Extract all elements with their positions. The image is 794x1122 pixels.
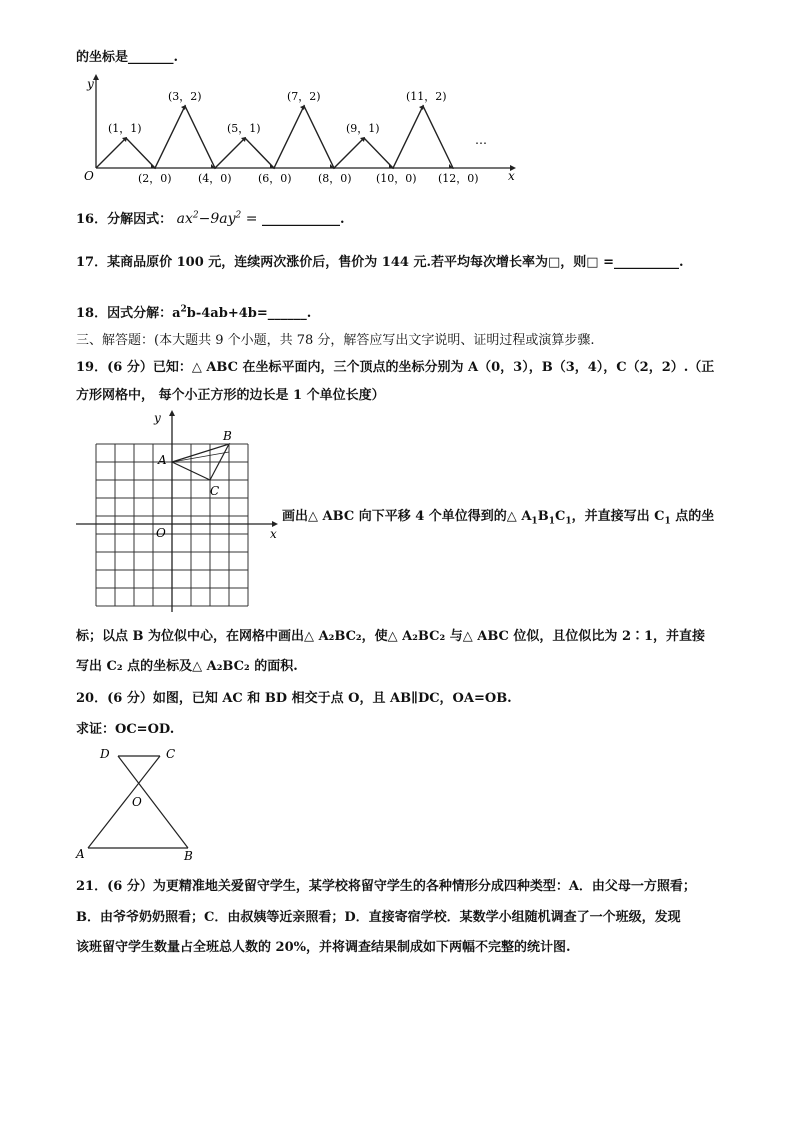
origin-label: O [156, 526, 166, 540]
q18-answer-blank[interactable]: ______ [267, 306, 307, 321]
trough-label: (6，0) [258, 172, 292, 185]
q16: 16．分解因式： $ax^2-9ay^2$ = ____________. [76, 210, 345, 227]
segment-ac [88, 756, 160, 848]
q20-line2: 求证：OC=OD. [76, 722, 175, 737]
peak-label: (7，2) [287, 90, 321, 103]
q15-answer-blank[interactable]: _______ [128, 50, 174, 65]
trough-label: (12，0) [438, 172, 479, 185]
vertex-b-label: B [223, 429, 232, 443]
trough-label: (10，0) [376, 172, 417, 185]
q19-line2: 方形网格中， 每个小正方形的边长是 1 个单位长度） [76, 388, 385, 403]
q21-line2: B．由爷爷奶奶照看；C．由叔姨等近亲照看；D．直接寄宿学校．某数学小组随机调查了一个班级，发现 [76, 910, 681, 925]
q18: 18．因式分解：$a^2b-4ab+4b=\_\_\_\_\_\_$. [76, 304, 312, 321]
peak-label: (9，1) [346, 122, 380, 135]
q21-line1: 21．(6 分）为更精准地关爱留守学生，某学校将留守学生的各种情形分成四种类型：A．由父母一方照看； [76, 879, 696, 894]
point-o-label: O [132, 795, 142, 809]
peak-label: (1，1) [108, 122, 142, 135]
point-c-label: C [166, 747, 176, 761]
trough-label: (2，0) [138, 172, 172, 185]
y-axis-label: y [154, 411, 161, 425]
q21-line3: 该班留守学生数量占全班总人数的 20%，并将调查结果制成如下两幅不完整的统计图. [76, 940, 571, 955]
q17-answer-blank[interactable]: __________ [613, 255, 679, 270]
y-axis-arrow [169, 410, 175, 416]
q19-line3: 标；以点 B 为位似中心，在网格中画出△ A₂BC₂，使△ A₂BC₂ 与△ ABC 位似，且位似比为 2∶1，并直接 [76, 629, 706, 644]
origin-label: O [84, 169, 94, 183]
path-arrows [122, 105, 454, 169]
point-d-label: D [100, 747, 110, 761]
q17: 17．某商品原价 100 元，连续两次涨价后，售价为 144 元.若平均每次增长率为□，则□ =__________. [76, 255, 684, 270]
q19-line4: 写出 C₂ 点的坐标及△ A₂BC₂ 的面积. [76, 659, 298, 674]
trough-label: (8，0) [318, 172, 352, 185]
x-axis-label: x [508, 169, 515, 183]
q20-line1: 20．(6 分）如图，已知 AC 和 BD 相交于点 O，且 AB∥DC，OA=OB. [76, 691, 512, 706]
segment-bd [118, 756, 188, 848]
q19-side-text: 画出△ ABC 向下平移 4 个单位得到的△ $A_1B_1C_1$，并直接写出 $C_1$ 点的坐 [282, 509, 715, 527]
peak-label: (5，1) [227, 122, 261, 135]
vertex-c-label: C [210, 484, 220, 498]
q15-tail: 的坐标是_______. [76, 50, 179, 65]
peak-label: (11，2) [406, 90, 447, 103]
y-axis-label: y [87, 77, 94, 91]
q20-figure [72, 742, 202, 862]
q16-answer-blank[interactable]: ____________ [261, 212, 340, 227]
point-b-label: B [184, 849, 193, 862]
q19-grid-figure [72, 406, 282, 616]
zigzag-figure [70, 68, 530, 192]
ellipsis: … [475, 133, 487, 147]
x-axis-label: x [270, 527, 277, 541]
peak-label: (3，2) [168, 90, 202, 103]
zigzag-path [96, 106, 453, 168]
section-3-heading: 三、解答题：(本大题共 9 个小题，共 78 分，解答应写出文字说明、证明过程或演算步骤. [76, 333, 595, 348]
vertex-a-label: A [158, 453, 167, 467]
q16-expression: $ax^2-9ay^2$ = [176, 210, 258, 227]
trough-label: (4，0) [198, 172, 232, 185]
y-axis-arrow [93, 74, 99, 80]
point-a-label: A [76, 847, 85, 861]
q19-line1: 19．(6 分）已知：△ ABC 在坐标平面内，三个顶点的坐标分别为 A（0，3），B（3，4），C（2，2）.（正 [76, 360, 715, 375]
